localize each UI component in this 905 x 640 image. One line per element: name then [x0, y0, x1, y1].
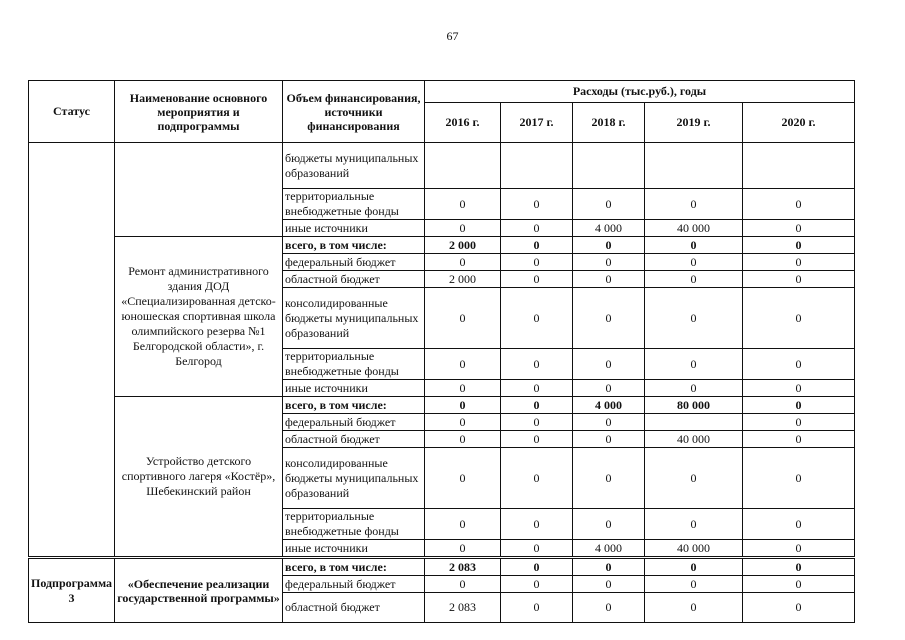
value-cell: 0 — [573, 414, 645, 431]
value-cell: 0 — [573, 576, 645, 593]
value-cell: 40 000 — [645, 220, 743, 237]
value-cell: 0 — [425, 509, 501, 540]
header-status: Статус — [29, 81, 115, 143]
measure-name-cell: Ремонт административного здания ДОД «Специализированная детско-юношеская спортивная школа олимпийского резерва №1 Белгородской области», г. Белгород — [115, 237, 283, 397]
value-cell: 0 — [501, 237, 573, 254]
value-cell: 0 — [743, 593, 855, 623]
value-cell: 4 000 — [573, 540, 645, 557]
value-cell: 0 — [573, 237, 645, 254]
value-cell: 2 000 — [425, 271, 501, 288]
budget-table — [28, 80, 855, 557]
value-cell: 0 — [573, 448, 645, 509]
value-cell: 0 — [425, 576, 501, 593]
value-cell: 0 — [645, 288, 743, 349]
table-row — [29, 237, 855, 254]
source-cell: территориальные внебюджетные фонды — [283, 189, 425, 220]
source-cell: консолидированные бюджеты муниципальных образований — [283, 288, 425, 349]
value-cell: 0 — [645, 254, 743, 271]
value-cell: 0 — [501, 448, 573, 509]
value-cell: 0 — [743, 271, 855, 288]
value-cell: 0 — [425, 288, 501, 349]
value-cell: 0 — [425, 448, 501, 509]
value-cell: 0 — [425, 540, 501, 557]
table-row — [29, 143, 855, 189]
value-cell: 0 — [425, 380, 501, 397]
value-cell: 0 — [501, 349, 573, 380]
value-cell: 0 — [573, 380, 645, 397]
value-cell: 0 — [425, 397, 501, 414]
value-cell: 0 — [501, 431, 573, 448]
header-year-2016: 2016 г. — [425, 103, 501, 143]
value-cell: 0 — [501, 576, 573, 593]
header-volume: Объем финансирования, источники финансирования — [283, 81, 425, 143]
value-cell: 0 — [425, 254, 501, 271]
source-cell: областной бюджет — [283, 593, 425, 623]
value-cell: 0 — [573, 288, 645, 349]
value-cell: 0 — [501, 271, 573, 288]
value-cell: 0 — [425, 414, 501, 431]
value-cell: 0 — [743, 349, 855, 380]
source-cell: консолидированные бюджеты муниципальных образований — [283, 448, 425, 509]
source-cell: территориальные внебюджетные фонды — [283, 509, 425, 540]
value-cell — [645, 143, 743, 189]
value-cell: 0 — [501, 288, 573, 349]
header-year-2018: 2018 г. — [573, 103, 645, 143]
value-cell: 0 — [743, 220, 855, 237]
source-cell: иные источники — [283, 220, 425, 237]
header-expenses: Расходы (тыс.руб.), годы — [425, 81, 855, 103]
source-cell: федеральный бюджет — [283, 414, 425, 431]
status-cell-empty — [29, 143, 115, 557]
value-cell: 0 — [501, 559, 573, 576]
subprogram-status: Подпрограмма 3 — [29, 559, 115, 623]
value-cell: 0 — [645, 559, 743, 576]
value-cell: 0 — [645, 349, 743, 380]
value-cell: 0 — [743, 397, 855, 414]
table-row — [29, 559, 855, 576]
value-cell: 0 — [645, 237, 743, 254]
value-cell: 0 — [645, 189, 743, 220]
value-cell: 0 — [743, 540, 855, 557]
header-name: Наименование основного мероприятия и подпрограммы — [115, 81, 283, 143]
source-cell: бюджеты муниципальных образований — [283, 143, 425, 189]
value-cell: 0 — [501, 593, 573, 623]
value-cell: 0 — [645, 380, 743, 397]
value-cell: 0 — [573, 509, 645, 540]
value-cell: 0 — [573, 349, 645, 380]
value-cell: 2 083 — [425, 559, 501, 576]
source-cell: областной бюджет — [283, 271, 425, 288]
value-cell: 0 — [743, 189, 855, 220]
source-cell: иные источники — [283, 380, 425, 397]
value-cell: 0 — [501, 540, 573, 557]
subprogram-table — [28, 558, 855, 623]
source-cell: федеральный бюджет — [283, 576, 425, 593]
source-cell: территориальные внебюджетные фонды — [283, 349, 425, 380]
value-cell: 0 — [743, 431, 855, 448]
value-cell: 0 — [743, 414, 855, 431]
header-year-2017: 2017 г. — [501, 103, 573, 143]
value-cell: 0 — [743, 448, 855, 509]
value-cell: 2 000 — [425, 237, 501, 254]
source-cell: федеральный бюджет — [283, 254, 425, 271]
subprogram-name: «Обеспечение реализации государственной программы» — [115, 559, 283, 623]
value-cell: 0 — [743, 380, 855, 397]
header-year-2020: 2020 г. — [743, 103, 855, 143]
value-cell: 0 — [645, 271, 743, 288]
value-cell: 0 — [573, 189, 645, 220]
value-cell: 0 — [573, 559, 645, 576]
value-cell: 4 000 — [573, 220, 645, 237]
value-cell: 0 — [645, 576, 743, 593]
value-cell: 0 — [425, 349, 501, 380]
value-cell — [573, 143, 645, 189]
source-cell-total: всего, в том числе: — [283, 559, 425, 576]
value-cell: 0 — [743, 509, 855, 540]
value-cell: 0 — [501, 254, 573, 271]
value-cell: 0 — [501, 509, 573, 540]
value-cell: 0 — [573, 254, 645, 271]
value-cell: 0 — [743, 237, 855, 254]
value-cell: 40 000 — [645, 431, 743, 448]
value-cell: 4 000 — [573, 397, 645, 414]
value-cell: 0 — [425, 431, 501, 448]
page-number: 67 — [446, 29, 459, 43]
value-cell — [743, 143, 855, 189]
measure-name-cell: Устройство детского спортивного лагеря «Костёр», Шебекинский район — [115, 397, 283, 557]
value-cell: 80 000 — [645, 397, 743, 414]
value-cell: 0 — [501, 397, 573, 414]
value-cell: 40 000 — [645, 540, 743, 557]
source-cell: областной бюджет — [283, 431, 425, 448]
header-year-2019: 2019 г. — [645, 103, 743, 143]
value-cell: 0 — [501, 220, 573, 237]
value-cell: 0 — [645, 509, 743, 540]
value-cell: 0 — [743, 254, 855, 271]
value-cell: 2 083 — [425, 593, 501, 623]
value-cell — [645, 414, 743, 431]
value-cell: 0 — [501, 414, 573, 431]
value-cell: 0 — [501, 380, 573, 397]
source-cell-total: всего, в том числе: — [283, 397, 425, 414]
name-cell-empty — [115, 143, 283, 237]
value-cell — [425, 143, 501, 189]
value-cell: 0 — [743, 559, 855, 576]
value-cell: 0 — [573, 431, 645, 448]
value-cell: 0 — [425, 220, 501, 237]
table-row — [29, 397, 855, 414]
source-cell-total: всего, в том числе: — [283, 237, 425, 254]
value-cell: 0 — [573, 593, 645, 623]
value-cell: 0 — [573, 271, 645, 288]
source-cell: иные источники — [283, 540, 425, 557]
value-cell: 0 — [743, 576, 855, 593]
value-cell: 0 — [743, 288, 855, 349]
value-cell: 0 — [645, 448, 743, 509]
value-cell — [501, 143, 573, 189]
value-cell: 0 — [425, 189, 501, 220]
value-cell: 0 — [501, 189, 573, 220]
value-cell: 0 — [645, 593, 743, 623]
